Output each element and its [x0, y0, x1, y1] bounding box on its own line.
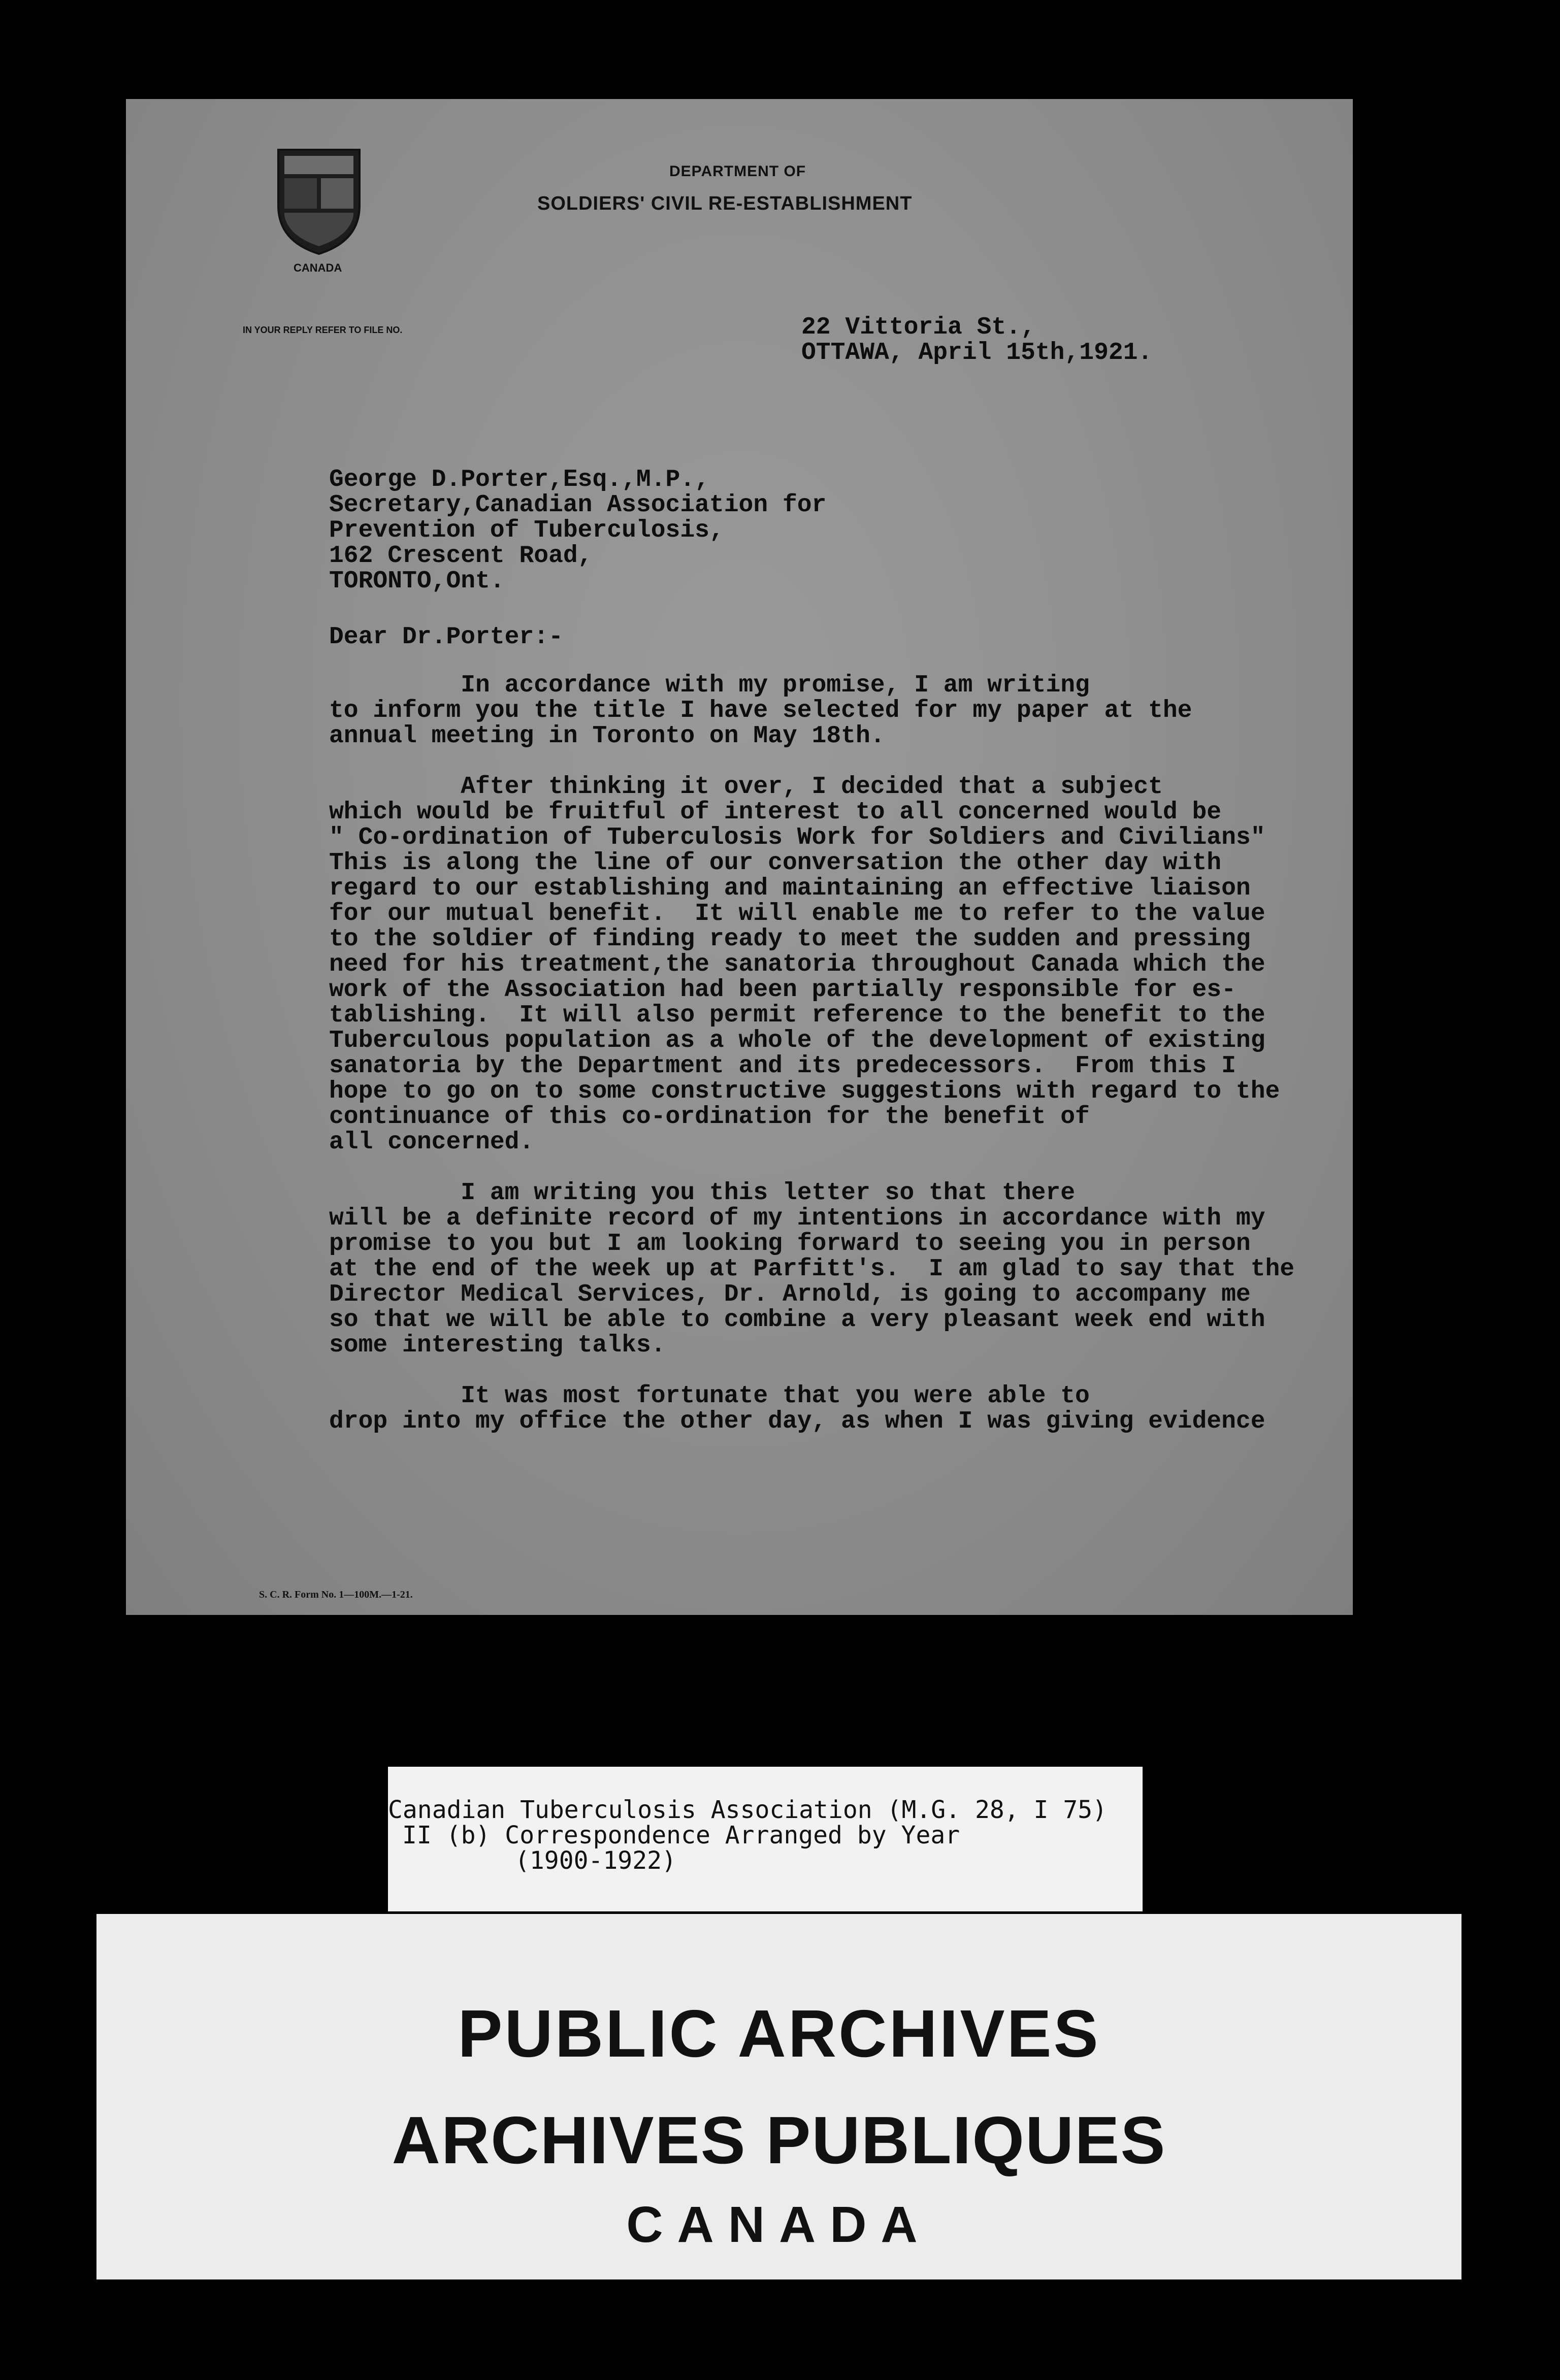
body-line: so that we will be able to combine a very pleasant week end with: [329, 1306, 1265, 1334]
body-line: some interesting talks.: [329, 1332, 666, 1359]
body-line: at the end of the week up at Parfitt's. I am glad to say that the: [329, 1255, 1295, 1283]
body-line: After thinking it over, I decided that a subject: [329, 773, 1163, 801]
body-line: Director Medical Services, Dr. Arnold, is going to accompany me: [329, 1281, 1251, 1308]
sender-address: [801, 315, 1152, 366]
archive-label-line: (1900-1922): [515, 1846, 676, 1875]
coat-of-arms-icon: [273, 145, 365, 256]
body-line: " Co-ordination of Tuberculosis Work for Soldiers and Civilians": [329, 824, 1265, 851]
department-name: SOLDIERS' CIVIL RE-ESTABLISHMENT: [537, 193, 913, 214]
body-line: drop into my office the other day, as when I was giving evidence: [329, 1408, 1265, 1435]
body-line: regard to our establishing and maintaining an effective liaison: [329, 875, 1251, 902]
recipient-line: 162 Crescent Road,: [329, 542, 593, 570]
recipient-line: Secretary,Canadian Association for: [329, 491, 827, 519]
salutation: Dear Dr.Porter:-: [329, 623, 563, 651]
archives-banner: [96, 1914, 1461, 2279]
body-line: need for his treatment,the sanatoria throughout Canada which the: [329, 951, 1265, 978]
body-line: to inform you the title I have selected for my paper at the: [329, 697, 1192, 724]
body-line: which would be fruitful of interest to all concerned would be: [329, 799, 1222, 826]
body-line: to the soldier of finding ready to meet the sudden and pressing: [329, 925, 1251, 953]
recipient-line: George D.Porter,Esq.,M.P.,: [329, 466, 709, 493]
letter-page: [126, 99, 1353, 1615]
archive-label-line: II (b) Correspondence Arranged by Year: [402, 1821, 960, 1849]
letter-body: [329, 673, 1294, 1434]
body-line: This is along the line of our conversation the other day with: [329, 849, 1222, 877]
body-line: annual meeting in Toronto on May 18th.: [329, 722, 885, 750]
body-line: hope to go on to some constructive suggestions with regard to the: [329, 1078, 1280, 1105]
body-line: tablishing. It will also permit reference to the benefit to the: [329, 1002, 1265, 1029]
body-line: In accordance with my promise, I am writing: [329, 672, 1090, 699]
body-line: all concerned.: [329, 1129, 534, 1156]
archives-title-en: PUBLIC ARCHIVES: [458, 1996, 1100, 2071]
body-line: I am writing you this letter so that there: [329, 1179, 1076, 1207]
body-line: [329, 749, 1294, 774]
body-line: Tuberculous population as a whole of the development of existing: [329, 1027, 1265, 1054]
address-line: 22 Vittoria St.,: [801, 314, 1035, 341]
body-line: [329, 1358, 1294, 1383]
recipient-block: [329, 467, 826, 594]
body-line: will be a definite record of my intentions in accordance with my: [329, 1205, 1265, 1232]
body-line: It was most fortunate that you were able to: [329, 1382, 1090, 1410]
archive-label-text: [388, 1767, 1107, 1873]
file-reference: IN YOUR REPLY REFER TO FILE NO.: [243, 325, 403, 335]
department-heading: DEPARTMENT OF: [669, 163, 806, 180]
archive-label-card: [388, 1767, 1143, 1911]
body-line: continuance of this co-ordination for the benefit of: [329, 1103, 1090, 1131]
archive-label-line: Canadian Tuberculosis Association (M.G. 28, I 75): [388, 1796, 1108, 1824]
archives-country: CANADA: [626, 2196, 932, 2253]
recipient-line: Prevention of Tuberculosis,: [329, 517, 724, 544]
archives-title-fr: ARCHIVES PUBLIQUES: [392, 2103, 1166, 2177]
date-line: OTTAWA, April 15th,1921.: [801, 339, 1153, 367]
form-number: S. C. R. Form No. 1—100M.—1-21.: [259, 1589, 413, 1600]
body-line: work of the Association had been partially responsible for es-: [329, 976, 1236, 1004]
body-line: for our mutual benefit. It will enable me to refer to the value: [329, 900, 1265, 928]
body-line: sanatoria by the Department and its predecessors. From this I: [329, 1052, 1236, 1080]
body-line: [329, 1155, 1294, 1180]
recipient-line: TORONTO,Ont.: [329, 568, 505, 595]
crest-label: CANADA: [294, 261, 342, 274]
body-line: promise to you but I am looking forward to seeing you in person: [329, 1230, 1251, 1258]
